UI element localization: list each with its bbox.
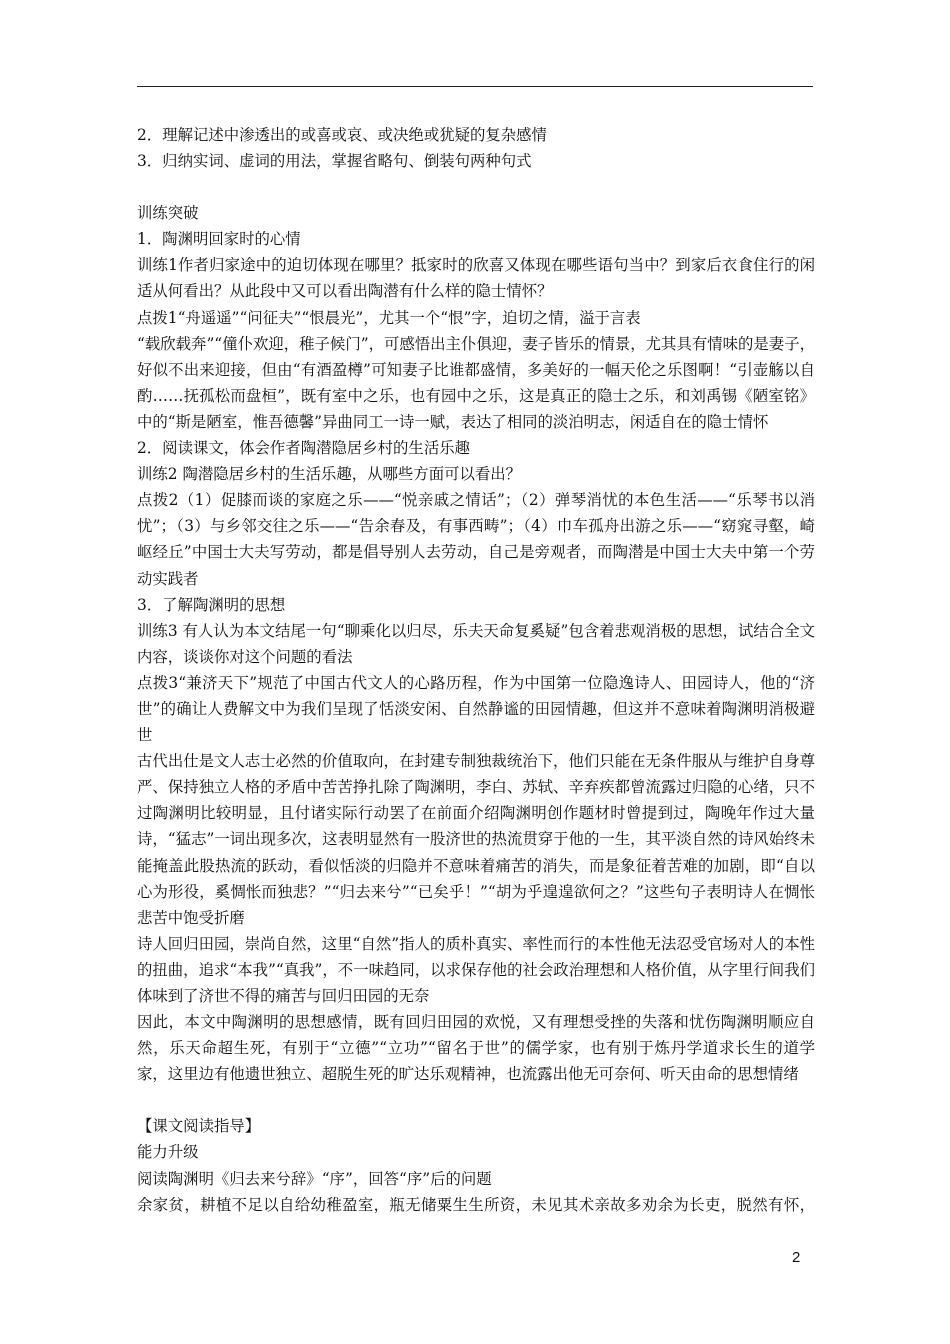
section-2-title: 2．阅读课文，体会作者陶潜隐居乡村的生活乐趣 — [137, 439, 470, 458]
hint-1-a: 点拨1“舟遥遥”“问征夫”“恨晨光”，尤其一个“恨”字，迫切之情，溢于言表 — [137, 308, 641, 327]
objective-2: 2．理解记述中渗透出的或喜或哀、或决绝或犹疑的复杂感情 — [137, 126, 547, 144]
training-heading: 训练突破 — [137, 204, 199, 223]
hint-2: 点拨2（1）促膝而谈的家庭之乐——“悦亲戚之情话”；（2）弹琴消忧的本色生活——“乐琴书以消忧”；（3）与乡邻交往之乐——“告余春及，有事西畴”；（4）巾车孤舟出游之乐——“窈窕寻壑，崎岖经丘”中国士大夫写劳动，都是倡导别人去劳动，自己是旁观者，而陶潜是中国士大夫中第一个劳动实践者 — [137, 491, 815, 588]
guide-excerpt: 余家贫，耕植不足以自给幼稚盈室，瓶无储粟生生所资，未见其术亲故多劝余为长吏，脱然有怀， — [137, 1195, 815, 1214]
objective-3: 3．归纳实词、虚词的用法，掌握省略句、倒装句两种句式 — [137, 152, 532, 171]
training-1-question: 训练1作者归家途中的迫切体现在哪里？抵家时的欣喜又体现在哪些语句当中？到家后衣食住行的闲适从何看出？从此段中又可以看出陶潜有什么样的隐士情怀？ — [137, 256, 815, 301]
page-number: 2 — [792, 1249, 801, 1266]
guide-level: 能力升级 — [137, 1143, 199, 1162]
hint-1-b: “载欣载奔”“僮仆欢迎，稚子候门”，可感悟出主仆俱迎，妻子皆乐的情景，尤其具有情味的是妻子，好似不出来迎接，但由“有酒盈樽”可知妻子比谁都盛情，多美好的一幅天伦之乐图啊！“引壶觞以自酌……抚孤松而盘桓”，既有室中之乐，也有园中之乐，这是真正的隐士之乐，和刘禹锡《陋室铭》中的“斯是陋室，惟吾德馨”异曲同工一诗一赋，表达了相同的淡泊明志，闲适自在的隐士情怀 — [137, 334, 815, 431]
guide-task: 阅读陶渊明《归去来兮辞》“序”，回答“序”后的问题 — [137, 1169, 492, 1188]
training-2-question: 训练2 陶潜隐居乡村的生活乐趣，从哪些方面可以看出？ — [137, 465, 522, 484]
header-rule — [137, 86, 813, 87]
hint-3-b: 古代出仕是文人志士必然的价值取向，在封建专制独裁统治下，他们只能在无条件服从与维护自身尊严、保持独立人格的矛盾中苦苦挣扎除了陶渊明，李白、苏轼、辛弃疾都曾流露过归隐的心绪，只不过陶渊明比较明显，且付诸实际行动罢了在前面介绍陶渊明创作题材时曾提到过，陶晚年作过大量诗，“猛志”一词出现多次，这表明显然有一股济世的热流贯穿于他的一生，其平淡自然的诗风始终未能掩盖此股热流的跃动，看似恬淡的归隐并不意味着痛苦的消失，而是象征着苦难的加剧，即“自以心为形役，奚惆怅而独悲？”“归去来兮”“已矣乎！”“胡为乎遑遑欲何之？”这些句子表明诗人在惆怅悲苦中饱受折磨 — [137, 752, 815, 927]
hint-3-a: 点拨3“兼济天下”规范了中国古代文人的心路历程，作为中国第一位隐逸诗人、田园诗人，他的“济世”的确让人费解文中为我们呈现了恬淡安闲、自然静谧的田园情趣，但这并不意味着陶渊明消极避世 — [137, 673, 815, 745]
hint-3-d: 因此，本文中陶渊明的思想感情，既有回归田园的欢悦，又有理想受挫的失落和忧伤陶渊明顺应自然，乐天命超生死，有别于“立德”“立功”“留名于世”的儒学家，也有别于炼丹学道求长生的道学家，这里边有他遗世独立、超脱生死的旷达乐观精神，也流露出他无可奈何、听天由命的思想情绪 — [137, 1013, 815, 1084]
training-3-question: 训练3 有人认为本文结尾一句“聊乘化以归尽，乐夫天命复奚疑”包含着悲观消极的思想，试结合全文内容，谈谈你对这个问题的看法 — [137, 621, 815, 666]
section-1-title: 1．陶渊明回家时的心情 — [137, 230, 301, 249]
hint-3-c: 诗人回归田园，崇尚自然，这里“自然”指人的质朴真实、率性而行的本性他无法忍受官场对人的本性的扭曲，追求“本我”“真我”，不一味趋同，以求保存他的社会政治理想和人格价值，从字里行间我们体味到了济世不得的痛苦与回归田园的无奈 — [137, 934, 815, 1005]
section-3-title: 3．了解陶渊明的思想 — [137, 595, 286, 614]
document-body — [137, 122, 815, 1218]
guide-heading: 【课文阅读指导】 — [137, 1117, 261, 1136]
